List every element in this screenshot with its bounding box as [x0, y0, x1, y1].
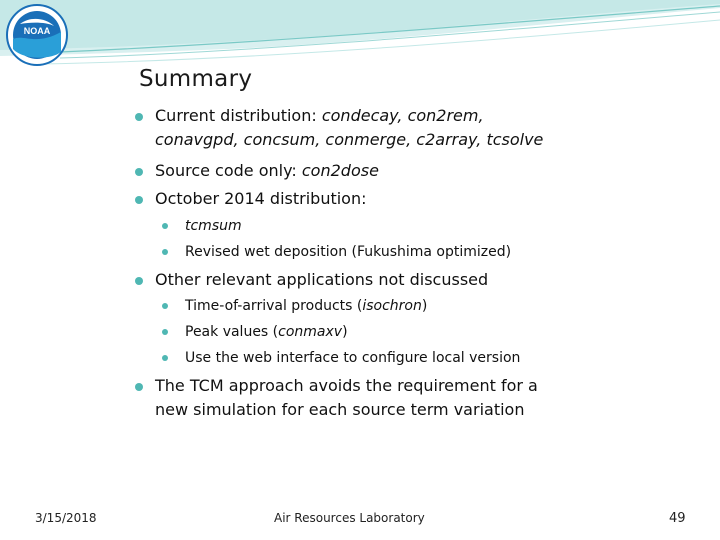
- sub-bullet-tcmsum: [163, 213, 583, 239]
- bullet-text: Use the web interface to configure local version: [185, 350, 521, 366]
- bullet-text: Other relevant applications not discussed: [155, 270, 489, 289]
- slide-number: 49: [669, 511, 686, 526]
- footer-date: 3/15/2018: [35, 511, 97, 525]
- bullet-text: ): [342, 324, 348, 340]
- program-name: conmaxv: [278, 324, 343, 340]
- bullet-tcm-approach: [137, 374, 557, 422]
- bullet-dot-icon: [162, 329, 168, 335]
- bullet-text: Time-of-arrival products (: [185, 298, 363, 314]
- program-name: isochron: [362, 298, 422, 314]
- bullet-dot-icon: [135, 383, 143, 391]
- slide-title: Summary: [139, 66, 253, 92]
- bullet-dot-icon: [135, 196, 143, 204]
- program-list: con2dose: [301, 161, 379, 180]
- bullet-text: Revised wet deposition (Fukushima optimized): [185, 244, 512, 260]
- bullet-source-code: [137, 159, 567, 183]
- program-list: condecay, con2rem, conavgpd, concsum, conmerge, c2array, tcsolve: [155, 106, 544, 149]
- bullet-dot-icon: [162, 355, 168, 361]
- bullet-dot-icon: [162, 249, 168, 255]
- bullet-text: Source code only:: [155, 161, 302, 180]
- sub-bullet-web-interface: [163, 345, 583, 371]
- bullet-text: Current distribution:: [155, 106, 322, 125]
- footer-organization: Air Resources Laboratory: [274, 511, 425, 525]
- bullet-october-distribution: [137, 187, 567, 211]
- bullet-text: tcmsum: [185, 218, 242, 234]
- sub-bullet-wet-deposition: [163, 239, 583, 265]
- bullet-dot-icon: [135, 168, 143, 176]
- bullet-current-distribution: [137, 104, 567, 152]
- bullet-text: Peak values (: [185, 324, 279, 340]
- bullet-other-applications: [137, 268, 567, 292]
- bullet-dot-icon: [135, 113, 143, 121]
- bullet-dot-icon: [162, 303, 168, 309]
- sub-bullet-time-of-arrival: [163, 293, 583, 319]
- bullet-text: October 2014 distribution:: [155, 189, 367, 208]
- logo-text: NOAA: [23, 26, 51, 36]
- bullet-text: The TCM approach avoids the requirement for a new simulation for each source term variation: [155, 376, 538, 419]
- bullet-dot-icon: [162, 223, 168, 229]
- sub-bullet-peak-values: [163, 319, 583, 345]
- bullet-text: ): [421, 298, 428, 314]
- bullet-dot-icon: [135, 277, 143, 285]
